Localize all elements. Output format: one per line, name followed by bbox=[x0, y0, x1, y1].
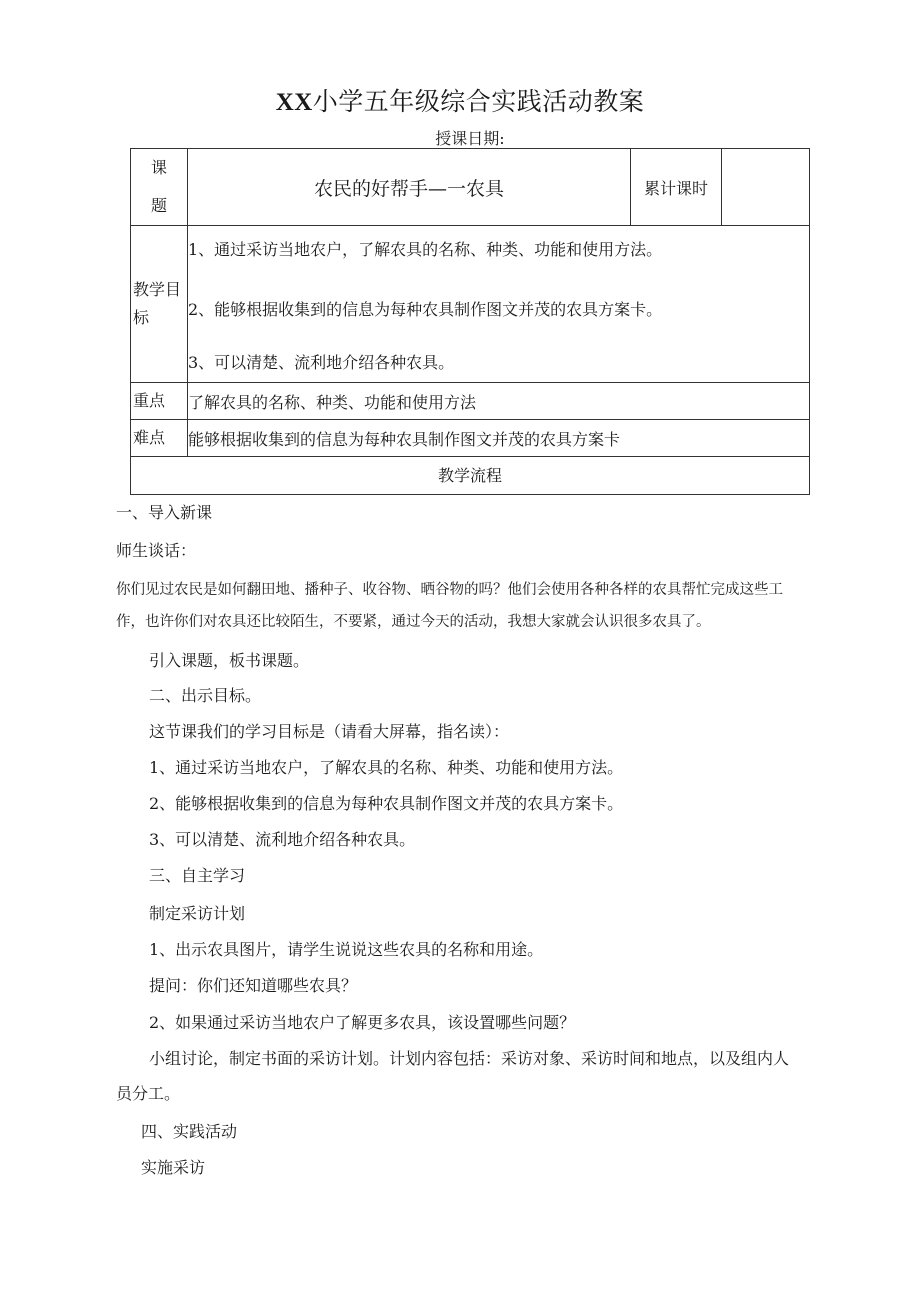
section-1-heading: 一、导入新课 bbox=[116, 503, 213, 522]
title-prefix: XX bbox=[275, 89, 313, 116]
hours-label-cell: 累计课时 bbox=[631, 149, 722, 226]
section-1-paragraph-line-2: 作，也许你们对农具还比较陌生，不要紧，通过今天的活动，我想大家就会认识很多农具了。 bbox=[116, 614, 711, 630]
page-title bbox=[0, 86, 920, 119]
section-4-heading: 四、实践活动 bbox=[141, 1122, 238, 1141]
section-3-item-2: 2、如果通过采访当地农户了解更多农具，该设置哪些问题？ bbox=[149, 1013, 576, 1032]
topic-row bbox=[131, 149, 810, 226]
goals-label-2: 标 bbox=[133, 308, 150, 327]
key-row bbox=[131, 383, 810, 420]
section-2-goal-2: 2、能够根据收集到的信息为每种农具制作图文并茂的农具方案卡。 bbox=[149, 794, 624, 813]
section-2-heading: 二、出示目标。 bbox=[149, 686, 262, 705]
difficulty-label-cell: 难点 bbox=[131, 420, 188, 457]
difficulty-row bbox=[131, 420, 810, 457]
section-3-question: 提问：你们还知道哪些农具？ bbox=[149, 976, 358, 995]
topic-label-2: 题 bbox=[150, 196, 167, 215]
topic-cell: 农民的好帮手—一农具 bbox=[188, 149, 631, 226]
goal-item: 3、可以清楚、流利地介绍各种农具。 bbox=[188, 353, 455, 372]
section-4-subheading: 实施采访 bbox=[141, 1158, 206, 1177]
topic-label-cell bbox=[131, 149, 188, 226]
goals-row bbox=[131, 226, 810, 383]
goal-item: 1、通过采访当地农户，了解农具的名称、种类、功能和使用方法。 bbox=[188, 240, 663, 259]
section-3-group-line-1: 小组讨论，制定书面的采访计划。计划内容包括：采访对象、采访时间和地点，以及组内人 bbox=[149, 1049, 790, 1068]
date-label: 授课日期: bbox=[435, 129, 505, 148]
topic-label-1: 课 bbox=[150, 158, 167, 177]
section-1-talk: 师生谈话： bbox=[116, 541, 197, 560]
section-3-item-1: 1、出示农具图片，请学生说说这些农具的名称和用途。 bbox=[149, 940, 544, 959]
flow-row bbox=[131, 457, 810, 495]
flow-label-cell: 教学流程 bbox=[131, 457, 810, 495]
title-text: 小学五年级综合实践活动教案 bbox=[312, 87, 645, 116]
section-1-paragraph-line-1: 你们见过农民是如何翻田地、播种子、收谷物、晒谷物的吗？他们会使用各种各样的农具帮忙完成这些工 bbox=[116, 582, 783, 598]
section-2-goal-3: 3、可以清楚、流利地介绍各种农具。 bbox=[149, 830, 416, 849]
section-2-goal-1: 1、通过采访当地农户，了解农具的名称、种类、功能和使用方法。 bbox=[149, 758, 624, 777]
goals-label-1: 教学目 bbox=[133, 280, 182, 299]
key-label-cell: 重点 bbox=[131, 383, 188, 420]
goal-item: 2、能够根据收集到的信息为每种农具制作图文并茂的农具方案卡。 bbox=[188, 300, 663, 319]
section-1-intro: 引入课题，板书课题。 bbox=[149, 651, 310, 670]
difficulty-text-cell: 能够根据收集到的信息为每种农具制作图文并茂的农具方案卡 bbox=[188, 420, 810, 457]
goals-cell bbox=[188, 226, 810, 383]
key-text-cell: 了解农具的名称、种类、功能和使用方法 bbox=[188, 383, 810, 420]
section-3-subheading: 制定采访计划 bbox=[149, 904, 246, 923]
section-3-group-line-2: 员分工。 bbox=[116, 1084, 181, 1103]
section-2-lead: 这节课我们的学习目标是（请看大屏幕，指名读）： bbox=[149, 722, 510, 741]
hours-value-cell bbox=[722, 149, 810, 226]
section-3-heading: 三、自主学习 bbox=[149, 866, 246, 885]
lesson-plan-table bbox=[130, 148, 810, 495]
goals-label-cell bbox=[131, 226, 188, 383]
